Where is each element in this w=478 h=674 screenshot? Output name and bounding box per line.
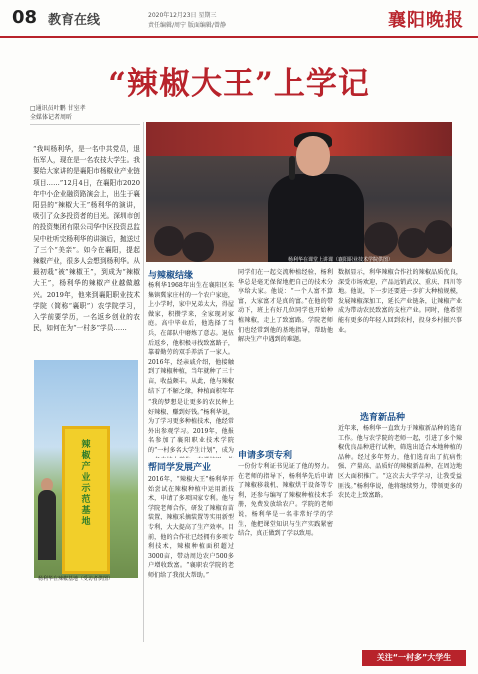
column-text: 一份份专利证书见证了他的努力。在老师的指导下，杨利华先后申请了辣椒移栽机、辣椒烘干设备等专利，还参与编写了辣椒种植技术手册，免费发放给农户。学院的老师说，杨利华是一名非常好学的学生，他把课堂知识与生产实践紧密结合，真正做到了学以致用。 xyxy=(238,463,333,538)
page-header xyxy=(0,0,478,38)
subheading-2: 帮同学发展产业 xyxy=(148,463,212,473)
subheading-1: 与辣椒结缘 xyxy=(148,271,194,281)
column-text: 2016年，“辣椒大王”杨利华开始尝试在辣椒种植中运用新技术，申请了多项国家专利。他与学院老师合作，研发了辣椒育苗装置、辣椒采摘装置等实用新型专利，大大提高了生产效率。目前，他的合作社已经拥有多项专利技术，辣椒种植面积超过3000亩，带动周边农户500多户增收致富。“襄职农学院的老师们给了我很大帮助。” xyxy=(148,476,234,579)
page-number: 08 xyxy=(12,7,38,28)
photo-caption: 杨利华在课堂上讲课（襄阳职业技术学院供图） xyxy=(288,257,394,263)
byline-reporters: □通讯员叶鹏 甘室孝 xyxy=(30,105,86,112)
column-divider xyxy=(143,122,144,642)
subheading-4: 选育新品种 xyxy=(360,413,406,423)
photo-caption: 杨利华在辣椒基地（受访者供图） xyxy=(38,576,114,582)
lecture-photo xyxy=(146,122,452,262)
section-title: 教育在线 xyxy=(48,13,101,28)
column-text: 近年来，杨利华一直致力于辣椒新品种的选育工作。他与农学院的老师一起，引进了多个辣椒优良品种进行试种，筛选出适合本地种植的品种。经过多年努力，他们选育出了抗病性强、产量高、品质好的辣椒新品种，在周边地区大面积推广。“这次去大学学习，让我受益匪浅。”杨利华说，他将继续努力，带领更多的农民走上致富路。 xyxy=(338,425,462,500)
sign-text: 辣椒产业示范基地 xyxy=(81,440,91,527)
microphone-icon xyxy=(289,156,295,180)
column-text: 数据显示，利华辣椒合作社的辣椒品质优良，深受市场欢迎，产品远销武汉、重庆、四川等地。他说，下一步还要进一步扩大种植规模，发展辣椒深加工，延长产业链条，让辣椒产业成为带动农民致富的支柱产业。同时，他希望能有更多的年轻人回到农村，投身乡村振兴事业。 xyxy=(338,269,462,334)
column-text: 杨利华1968年出生在襄阳区朱集镇冀家庄村的一个农户家庭，上小学时，家中兄弟太大，得屋做家，积攒学来，全家现对家庭。高中毕业后，他选择了当兵，在部队中磨炼了意志。退伍后返乡，他积极寻找致富路子，靠着勤劳的双手养活了一家人。2016年，经亲戚介绍，他接触到了辣椒种植，当年就种了三十亩，收益颇丰。从此，他与辣椒结下了不解之缘，种植面积年年 xyxy=(148,282,234,395)
person-figure xyxy=(38,490,56,560)
date-line: 2020年12月23日 星期三 xyxy=(148,12,217,19)
newspaper-name: 襄阳晚报 xyxy=(388,10,464,31)
byline-journalist: 全媒体记者周昕 xyxy=(30,114,73,121)
pepper-base-photo xyxy=(34,360,138,578)
footer-tag: 关注“一村多”大学生 xyxy=(362,650,466,666)
subheading-3: 申请多项专利 xyxy=(238,451,293,461)
column-text: 同学们在一起交流种植经验，杨利华总是毫无保留地把自己的技术分享给大家。他说：“一个人富不算富，大家富才是真的富。”在他的带动下，班上有好几位同学也开始种植辣椒，走上了致富路。学院老师们也经常到他的基地指导，帮助他解决生产中遇到的难题。 xyxy=(238,269,333,344)
editor-line: 责任编辑/周宁 版面编辑/曾静 xyxy=(148,22,226,29)
intro-paragraph: “我叫杨利华，是一名中共党员，退伍军人，现在是一名农技大学生。我要给大家讲的是襄阳市杨椒业产业链项目……”12月4日，在襄阳市2020年中小企业融资路演会上，出生于襄阳县的“辣椒大王”杨利华的演讲，吸引了众多投资者的目光。深圳市创的投资集团有限公司华中区投资总监吴中杜听完杨利华的讲演后，抛送过了三个“美亲”。如今在襄阳，提起辣椒产业，很多人会想到杨利华。从最初栽“被”辣椒王”，到成为“辣椒大王”，杨利华的辣椒产业越做越兴。2019年，他来到襄阳职业技术学院（简称“襄职”）农学院学习，入学前要学历，一名返乡创业的农民，如何在为“一村多”学员…… xyxy=(33,145,140,333)
speaker-figure xyxy=(268,174,364,262)
column-text: “我的梦想是让更多的农民种上好辣椒、赚到好钱。”杨利华说，为了学习更多种植技术，他经常外出参观学习。2019年，他报名参加了襄阳职业技术学院的“一村多名大学生计划”，成为 xyxy=(148,399,234,454)
divider xyxy=(30,124,140,125)
article-headline: “辣椒大王”上学记 xyxy=(108,66,370,102)
